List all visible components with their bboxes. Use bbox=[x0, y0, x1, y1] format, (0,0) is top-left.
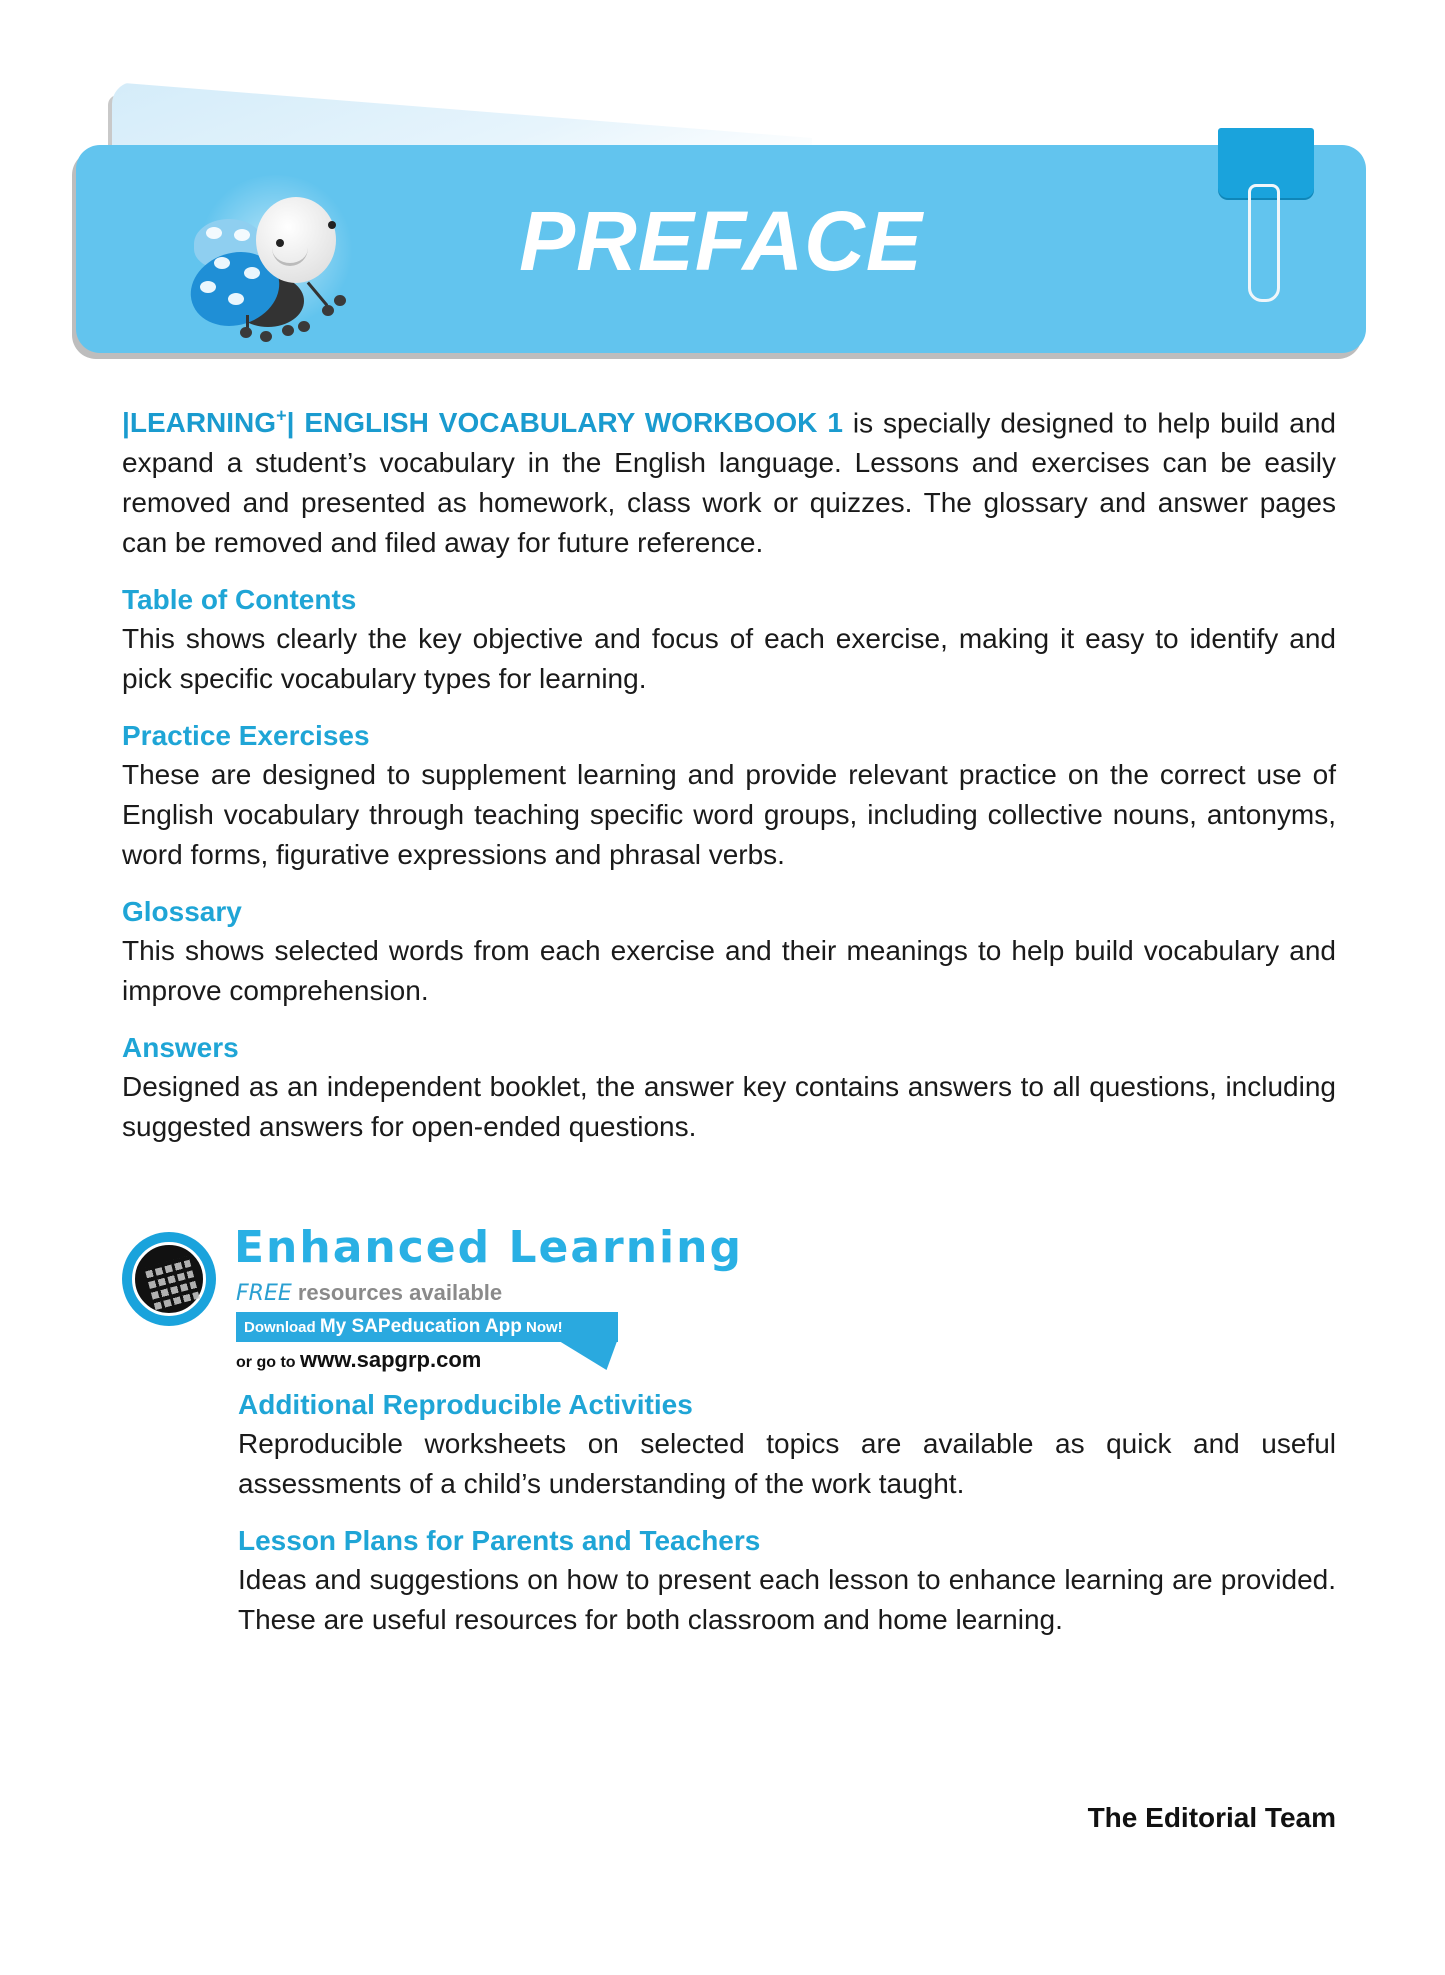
section-body: Ideas and suggestions on how to present each lesson to enhance learning are provided. These are useful resources for both classroom and home learning. bbox=[238, 1564, 1336, 1635]
section-heading: Table of Contents bbox=[122, 584, 357, 616]
section-body: This shows selected words from each exercise and their meanings to help build vocabulary and improve comprehension. bbox=[122, 935, 1336, 1007]
enhanced-learning-title: Enhanced Learning bbox=[234, 1222, 743, 1273]
section-heading: Lesson Plans for Parents and Teachers bbox=[238, 1525, 761, 1556]
book-title: |LEARNING+| ENGLISH VOCABULARY WORKBOOK 1 bbox=[122, 406, 843, 439]
section-heading: Answers bbox=[122, 1032, 239, 1064]
header-banner bbox=[76, 145, 1366, 353]
section-body: This shows clearly the key objective and focus of each exercise, making it easy to identify and pick specific vocabulary types for learning. bbox=[122, 623, 1336, 695]
enhanced-learning-block bbox=[122, 1222, 1336, 1380]
page-title: PREFACE bbox=[519, 194, 923, 288]
section-practice-exercises bbox=[122, 717, 1336, 875]
section-body: Designed as an independent booklet, the answer key contains answers to all questions, including suggested answers for open-ended questions. bbox=[122, 1071, 1336, 1143]
extra-resources bbox=[238, 1386, 1336, 1640]
section-table-of-contents bbox=[122, 581, 1336, 699]
section-answers bbox=[122, 1029, 1336, 1147]
enhanced-learning-logo-icon bbox=[122, 1232, 216, 1326]
section-body: These are designed to supplement learning and provide relevant practice on the correct use of English vocabulary through teaching specific word groups, including collective nouns, antonyms, word forms, figurative expressions and phrasal verbs. bbox=[122, 759, 1336, 871]
download-app-banner[interactable]: Download My SAPeducation App Now! bbox=[236, 1312, 618, 1342]
website-link[interactable]: or go to www.sapgrp.com bbox=[236, 1347, 482, 1372]
section-heading: Additional Reproducible Activities bbox=[238, 1389, 693, 1420]
signoff: The Editorial Team bbox=[1087, 1802, 1336, 1833]
section-body: Reproducible worksheets on selected topics are available as quick and useful assessments of a child’s understanding of the work taught. bbox=[238, 1428, 1336, 1499]
section-lesson-plans bbox=[238, 1522, 1336, 1640]
intro-paragraph: |LEARNING+| ENGLISH VOCABULARY WORKBOOK 1 is specially designed to help build and expand a student’s vocabulary in the English language. Lessons and exercises can be easily removed and presented as homework, class work or quizzes. The glossary and answer pages can be removed and filed away for future reference. bbox=[122, 406, 1337, 559]
binder-clip-icon bbox=[1218, 128, 1314, 308]
section-glossary bbox=[122, 893, 1336, 1011]
speech-tail-icon bbox=[547, 1340, 618, 1370]
free-resources-label: FREE resources available bbox=[236, 1280, 503, 1306]
section-heading: Glossary bbox=[122, 896, 242, 928]
section-additional-activities bbox=[238, 1386, 1336, 1504]
section-heading: Practice Exercises bbox=[122, 720, 370, 752]
preface-content bbox=[122, 396, 1336, 1147]
